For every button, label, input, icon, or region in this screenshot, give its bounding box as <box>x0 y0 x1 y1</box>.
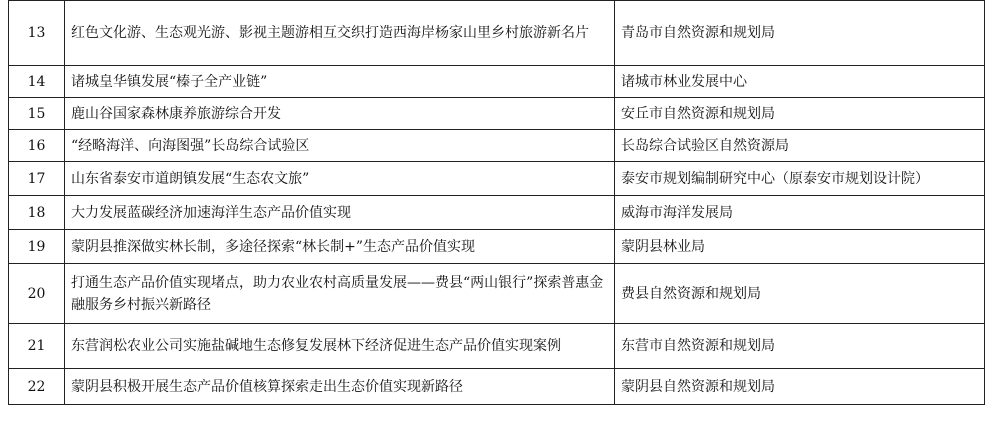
project-name: 鹿山谷国家森林康养旅游综合开发 <box>65 98 615 130</box>
row-number: 16 <box>9 130 65 162</box>
project-name: 诸城皇华镇发展“榛子全产业链” <box>65 66 615 98</box>
row-number: 14 <box>9 66 65 98</box>
submitting-unit: 诸城市林业发展中心 <box>615 66 985 98</box>
submitting-unit: 蒙阴县林业局 <box>615 230 985 264</box>
table-row <box>9 264 985 324</box>
submitting-unit: 安丘市自然资源和规划局 <box>615 98 985 130</box>
row-number: 13 <box>9 1 65 66</box>
row-number: 20 <box>9 264 65 324</box>
table-row <box>9 369 985 405</box>
project-name: 打通生态产品价值实现堵点，助力农业农村高质量发展——费县“两山银行”探索普惠金融服务乡村振兴新路径 <box>65 264 615 324</box>
project-name: 大力发展蓝碳经济加速海洋生态产品价值实现 <box>65 196 615 230</box>
table-row <box>9 324 985 369</box>
table-row <box>9 162 985 196</box>
table-row <box>9 130 985 162</box>
project-name: 蒙阴县积极开展生态产品价值核算探索走出生态价值实现新路径 <box>65 369 615 405</box>
submitting-unit: 长岛综合试验区自然资源局 <box>615 130 985 162</box>
project-name: 红色文化游、生态观光游、影视主题游相互交织打造西海岸杨家山里乡村旅游新名片 <box>65 1 615 66</box>
submitting-unit: 泰安市规划编制研究中心（原泰安市规划设计院） <box>615 162 985 196</box>
table-row <box>9 230 985 264</box>
submitting-unit: 蒙阴县自然资源和规划局 <box>615 369 985 405</box>
row-number: 21 <box>9 324 65 369</box>
table-row <box>9 1 985 66</box>
project-name: “经略海洋、向海图强”长岛综合试验区 <box>65 130 615 162</box>
table-row <box>9 98 985 130</box>
project-name: 东营润松农业公司实施盐碱地生态修复发展林下经济促进生态产品价值实现案例 <box>65 324 615 369</box>
submitting-unit: 威海市海洋发展局 <box>615 196 985 230</box>
table-row <box>9 66 985 98</box>
project-name: 山东省泰安市道朗镇发展“生态农文旅” <box>65 162 615 196</box>
row-number: 17 <box>9 162 65 196</box>
row-number: 15 <box>9 98 65 130</box>
row-number: 19 <box>9 230 65 264</box>
submitting-unit: 青岛市自然资源和规划局 <box>615 1 985 66</box>
submitting-unit: 东营市自然资源和规划局 <box>615 324 985 369</box>
project-name: 蒙阴县推深做实林长制，多途径探索“林长制+”生态产品价值实现 <box>65 230 615 264</box>
table-row <box>9 196 985 230</box>
submitting-unit: 费县自然资源和规划局 <box>615 264 985 324</box>
row-number: 22 <box>9 369 65 405</box>
cases-table <box>8 0 985 405</box>
row-number: 18 <box>9 196 65 230</box>
